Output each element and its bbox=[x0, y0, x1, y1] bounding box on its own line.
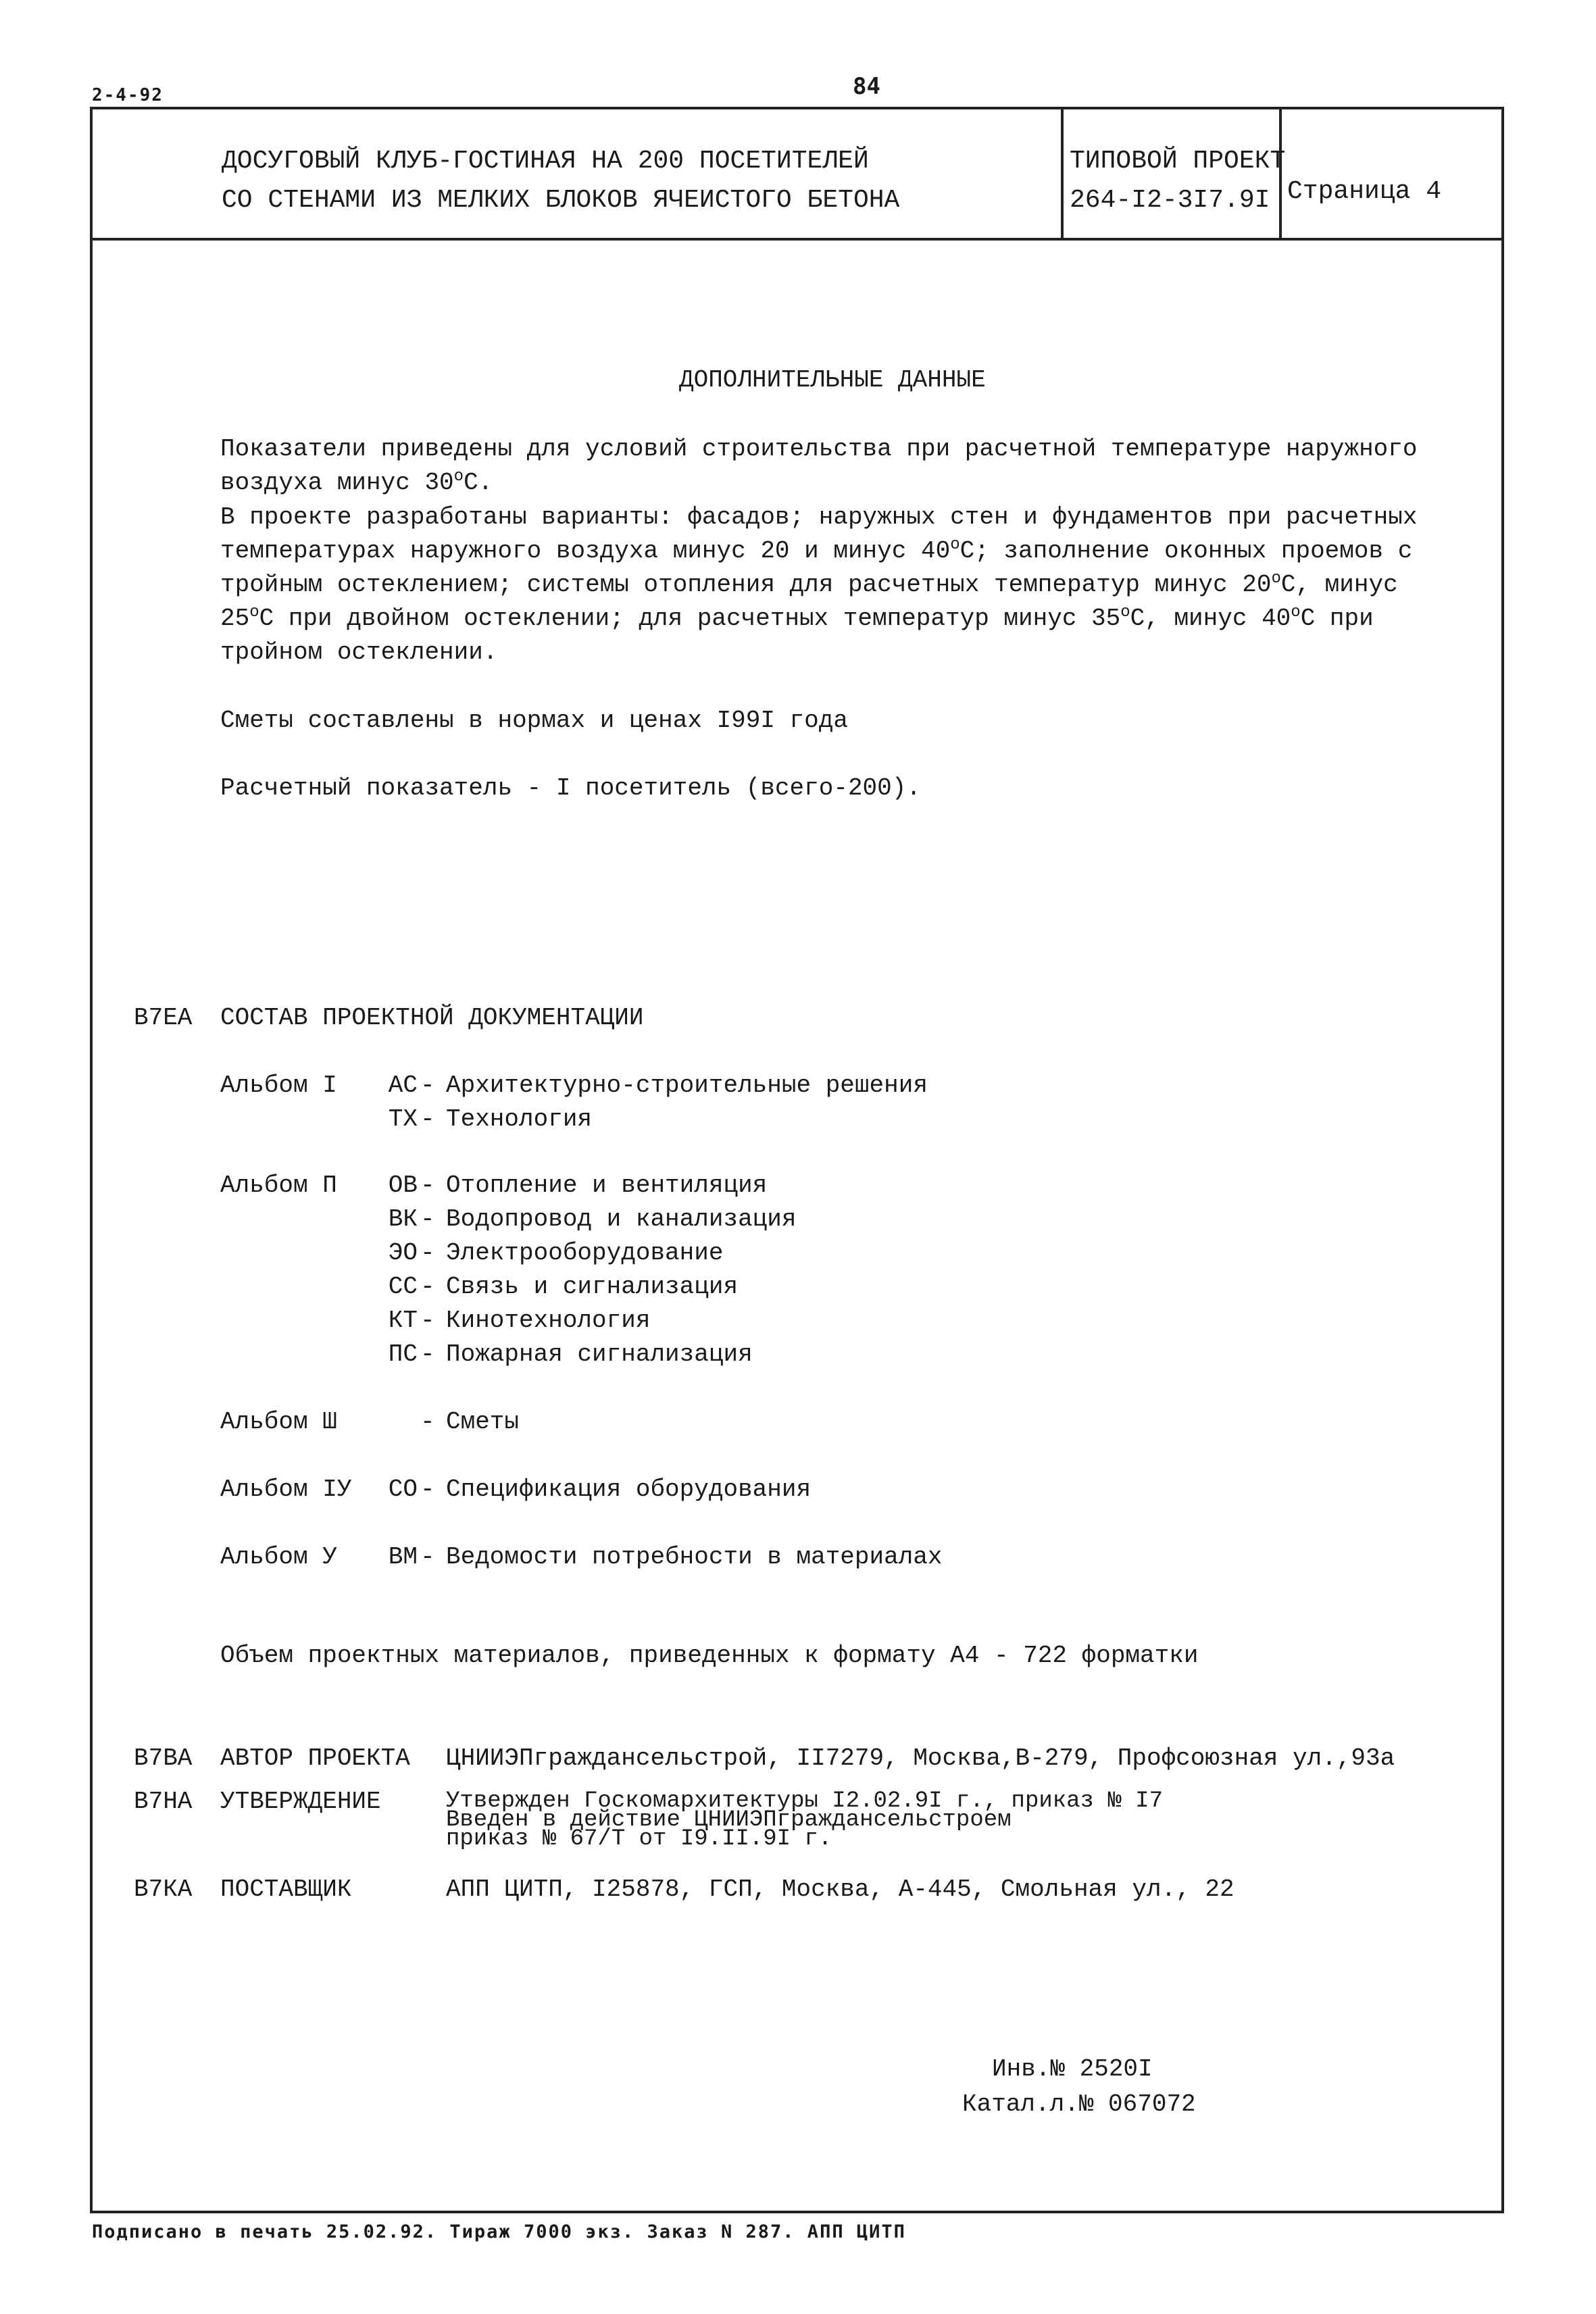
paragraph-conditions: Показатели приведены для условий строительства при расчетной температуре наружного воздуха минус $30^оС$. bbox=[220, 435, 1418, 497]
print-footer: Подписано в печать 25.02.92. Тираж 7000 экз. Заказ N 287. АПП ЦИТП bbox=[92, 2221, 906, 2242]
document-code: 2-4-92 bbox=[92, 85, 164, 105]
paragraph-estimates: Сметы составлены в нормах и ценах I99I года bbox=[220, 707, 848, 734]
composition-title: СОСТАВ ПРОЕКТНОЙ ДОКУМЕНТАЦИИ bbox=[220, 1004, 644, 1032]
catalog-number: Катал.л.№ 067072 bbox=[962, 2090, 1196, 2118]
header-vline-1 bbox=[1061, 107, 1064, 239]
volume-note: Объем проектных материалов, приведенных к формату А4 - 722 форматки bbox=[220, 1642, 1199, 1669]
paragraph-variants: В проекте разработаны варианты: фасадов; наружных стен и фундаментов при расчетных температурах наружного воздуха минус 20 и минус $40^оС$; заполнение оконных проемов с тройным остеклением; системы отопления для расчетных температур минус $20^оС$, минус $25^оС$ при двойном остеклении; для расчетных температур минус $35^оС$, минус $40^оС$ при тройном остеклении. bbox=[220, 503, 1418, 666]
paragraph-indicator: Расчетный показатель - I посетитель (всего-200). bbox=[220, 774, 921, 802]
author-text: ЦНИИЭПграждансельстрой, II7279, Москва,В-279, Профсоюзная ул.,93а bbox=[446, 1744, 1395, 1772]
composition-code: В7ЕА bbox=[134, 1004, 193, 1032]
author-code: В7ВА bbox=[134, 1744, 193, 1772]
document-title: ДОСУГОВЫЙ КЛУБ-ГОСТИНАЯ НА 200 ПОСЕТИТЕЛЕЙ СО СТЕНАМИ ИЗ МЕЛКИХ БЛОКОВ ЯЧЕИСТОГО БЕТОНА bbox=[222, 147, 900, 215]
author-label: АВТОР ПРОЕКТА bbox=[220, 1744, 410, 1772]
page-label: Страница 4 bbox=[1287, 177, 1442, 206]
section-heading: ДОПОЛНИТЕЛЬНЫЕ ДАННЫЕ bbox=[679, 366, 986, 394]
project-id: ТИПОВОЙ ПРОЕКТ 264-I2-3I7.9I bbox=[1070, 147, 1286, 215]
approval-code: В7НА bbox=[134, 1788, 193, 1815]
supplier-code: В7КА bbox=[134, 1876, 193, 1903]
inventory-number: Инв.№ 2520I bbox=[992, 2055, 1153, 2083]
approval-text: Утвержден Госкомархитектуры I2.02.9I г., приказ № I7 Введен в действие ЦНИИЭПграждансельстроем приказ № 67/Т от I9.II.9I г. bbox=[446, 1788, 1163, 1852]
header-divider bbox=[90, 238, 1504, 241]
approval-label: УТВЕРЖДЕНИЕ bbox=[220, 1788, 381, 1815]
supplier-label: ПОСТАВЩИК bbox=[220, 1876, 352, 1903]
page-number: 84 bbox=[853, 73, 880, 100]
supplier-text: АПП ЦИТП, I25878, ГСП, Москва, А-445, Смольная ул., 22 bbox=[446, 1876, 1235, 1903]
